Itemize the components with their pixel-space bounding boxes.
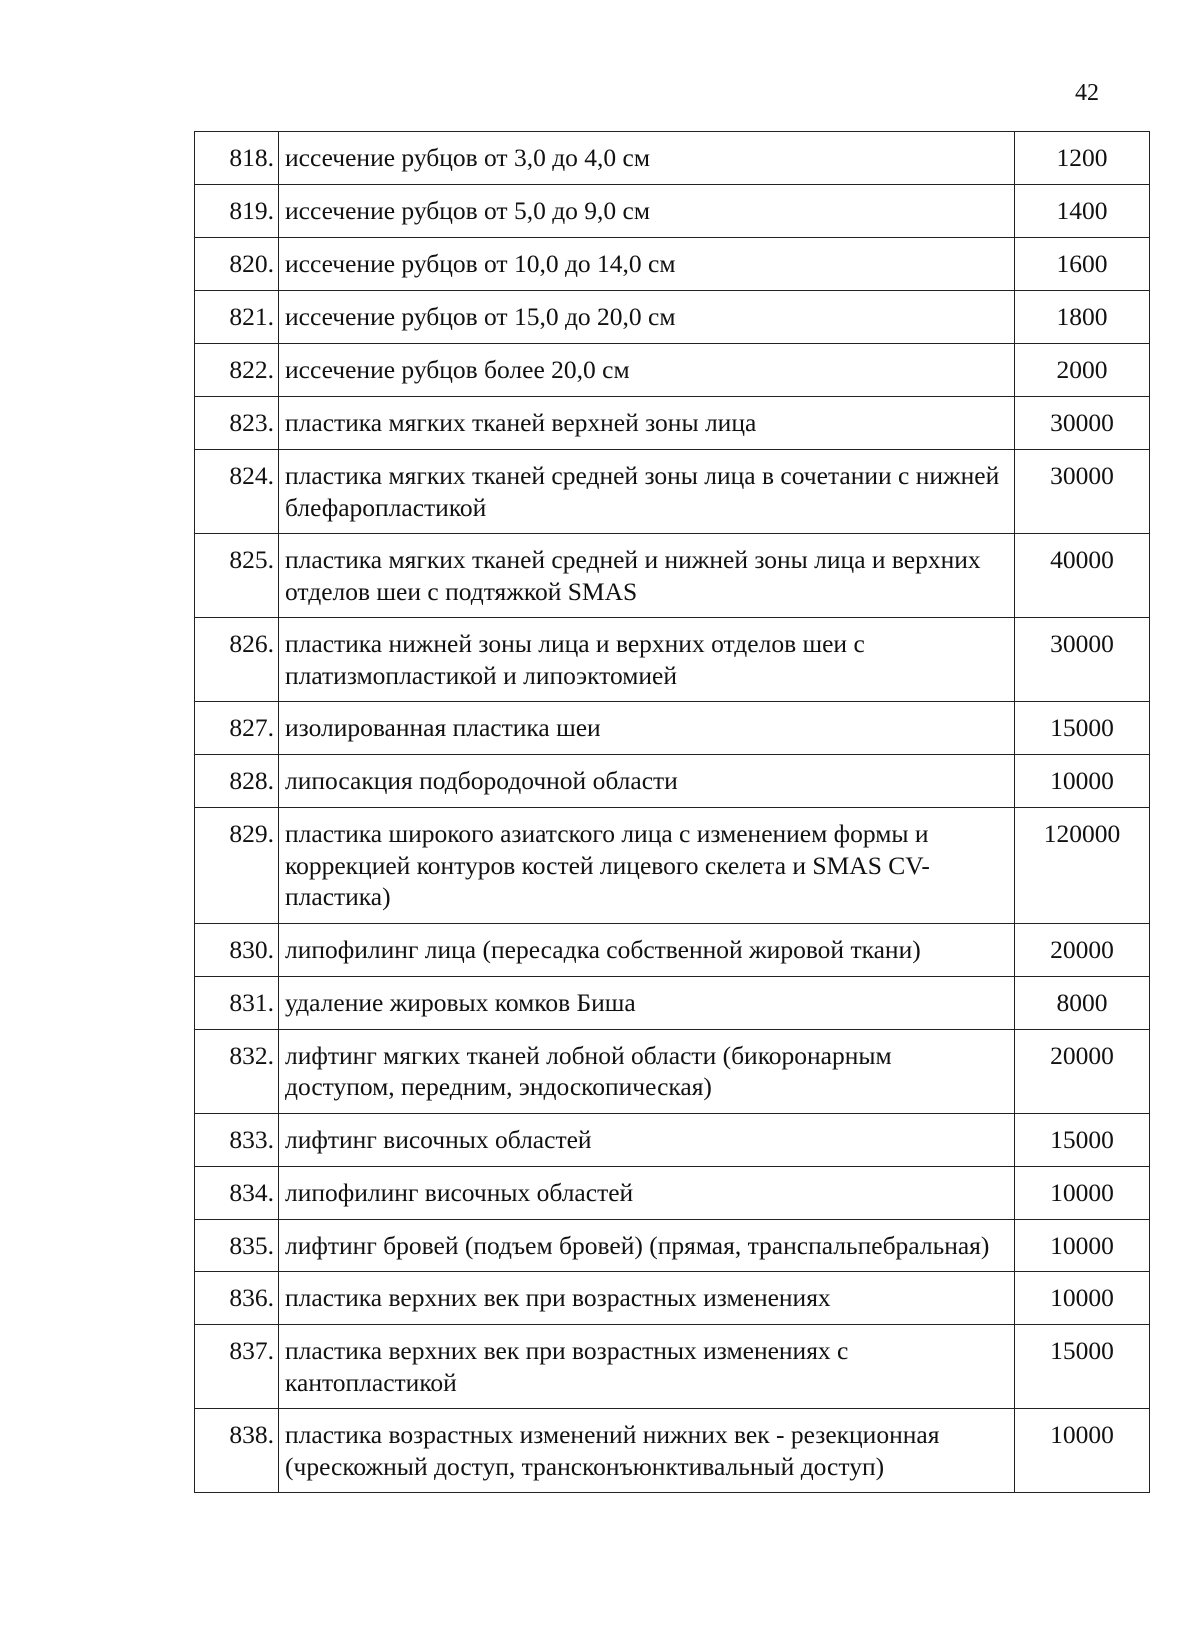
service-price: 8000 [1015, 976, 1150, 1029]
table-row [195, 534, 1150, 618]
table-row [195, 450, 1150, 534]
service-price: 15000 [1015, 1325, 1150, 1409]
row-number: 838. [195, 1409, 279, 1493]
service-name: иссечение рубцов от 5,0 до 9,0 см [279, 185, 1015, 238]
row-number: 821. [195, 291, 279, 344]
service-price: 1800 [1015, 291, 1150, 344]
service-price: 1400 [1015, 185, 1150, 238]
service-price: 30000 [1015, 450, 1150, 534]
service-name: липофилинг височных областей [279, 1166, 1015, 1219]
service-name: липосакция подбородочной области [279, 755, 1015, 808]
table-row [195, 1219, 1150, 1272]
service-name: пластика верхних век при возрастных изменениях с кантопластикой [279, 1325, 1015, 1409]
service-name: иссечение рубцов более 20,0 см [279, 344, 1015, 397]
table-row [195, 808, 1150, 924]
service-name: лифтинг бровей (подъем бровей) (прямая, транспальпебральная) [279, 1219, 1015, 1272]
row-number: 827. [195, 702, 279, 755]
row-number: 822. [195, 344, 279, 397]
table-row [195, 702, 1150, 755]
service-price: 10000 [1015, 1409, 1150, 1493]
service-price: 10000 [1015, 1272, 1150, 1325]
service-name: пластика верхних век при возрастных изменениях [279, 1272, 1015, 1325]
row-number: 825. [195, 534, 279, 618]
service-name: липофилинг лица (пересадка собственной жировой ткани) [279, 923, 1015, 976]
service-name: пластика мягких тканей средней зоны лица в сочетании с нижней блефаропластикой [279, 450, 1015, 534]
service-price: 1200 [1015, 132, 1150, 185]
service-price: 1600 [1015, 238, 1150, 291]
service-price: 40000 [1015, 534, 1150, 618]
service-price: 15000 [1015, 702, 1150, 755]
table-row [195, 976, 1150, 1029]
service-name: иссечение рубцов от 3,0 до 4,0 см [279, 132, 1015, 185]
service-price: 2000 [1015, 344, 1150, 397]
service-price: 20000 [1015, 923, 1150, 976]
service-name: удаление жировых комков Биша [279, 976, 1015, 1029]
service-price: 20000 [1015, 1029, 1150, 1113]
row-number: 818. [195, 132, 279, 185]
service-name: пластика широкого азиатского лица с изменением формы и коррекцией контуров костей лицевого скелета и SMAS CV-пластика) [279, 808, 1015, 924]
table-row [195, 132, 1150, 185]
service-name: лифтинг височных областей [279, 1113, 1015, 1166]
row-number: 819. [195, 185, 279, 238]
row-number: 837. [195, 1325, 279, 1409]
row-number: 830. [195, 923, 279, 976]
service-price: 10000 [1015, 1219, 1150, 1272]
service-name: лифтинг мягких тканей лобной области (бикоронарным доступом, передним, эндоскопическая) [279, 1029, 1015, 1113]
service-price: 30000 [1015, 397, 1150, 450]
row-number: 831. [195, 976, 279, 1029]
row-number: 828. [195, 755, 279, 808]
table-row [195, 1029, 1150, 1113]
service-name: пластика возрастных изменений нижних век - резекционная (чрескожный доступ, трансконъюнктивальный доступ) [279, 1409, 1015, 1493]
service-price: 30000 [1015, 618, 1150, 702]
table-row [195, 923, 1150, 976]
row-number: 820. [195, 238, 279, 291]
service-name: иссечение рубцов от 10,0 до 14,0 см [279, 238, 1015, 291]
table-row [195, 1409, 1150, 1493]
row-number: 832. [195, 1029, 279, 1113]
service-name: иссечение рубцов от 15,0 до 20,0 см [279, 291, 1015, 344]
row-number: 823. [195, 397, 279, 450]
service-price: 10000 [1015, 1166, 1150, 1219]
table-row [195, 755, 1150, 808]
service-name: пластика мягких тканей верхней зоны лица [279, 397, 1015, 450]
service-price: 15000 [1015, 1113, 1150, 1166]
row-number: 836. [195, 1272, 279, 1325]
service-price: 120000 [1015, 808, 1150, 924]
table-row [195, 291, 1150, 344]
table-row [195, 1325, 1150, 1409]
row-number: 834. [195, 1166, 279, 1219]
table-row [195, 1113, 1150, 1166]
table-row [195, 185, 1150, 238]
row-number: 833. [195, 1113, 279, 1166]
table-row [195, 1272, 1150, 1325]
table-row [195, 238, 1150, 291]
table-row [195, 397, 1150, 450]
page-number: 42 [1075, 80, 1099, 106]
price-table [194, 131, 1150, 1493]
table-row [195, 344, 1150, 397]
service-name: пластика мягких тканей средней и нижней зоны лица и верхних отделов шеи с подтяжкой SMAS [279, 534, 1015, 618]
row-number: 835. [195, 1219, 279, 1272]
row-number: 829. [195, 808, 279, 924]
row-number: 826. [195, 618, 279, 702]
service-name: изолированная пластика шеи [279, 702, 1015, 755]
service-price: 10000 [1015, 755, 1150, 808]
table-row [195, 618, 1150, 702]
service-name: пластика нижней зоны лица и верхних отделов шеи с платизмопластикой и липоэктомией [279, 618, 1015, 702]
table-row [195, 1166, 1150, 1219]
row-number: 824. [195, 450, 279, 534]
